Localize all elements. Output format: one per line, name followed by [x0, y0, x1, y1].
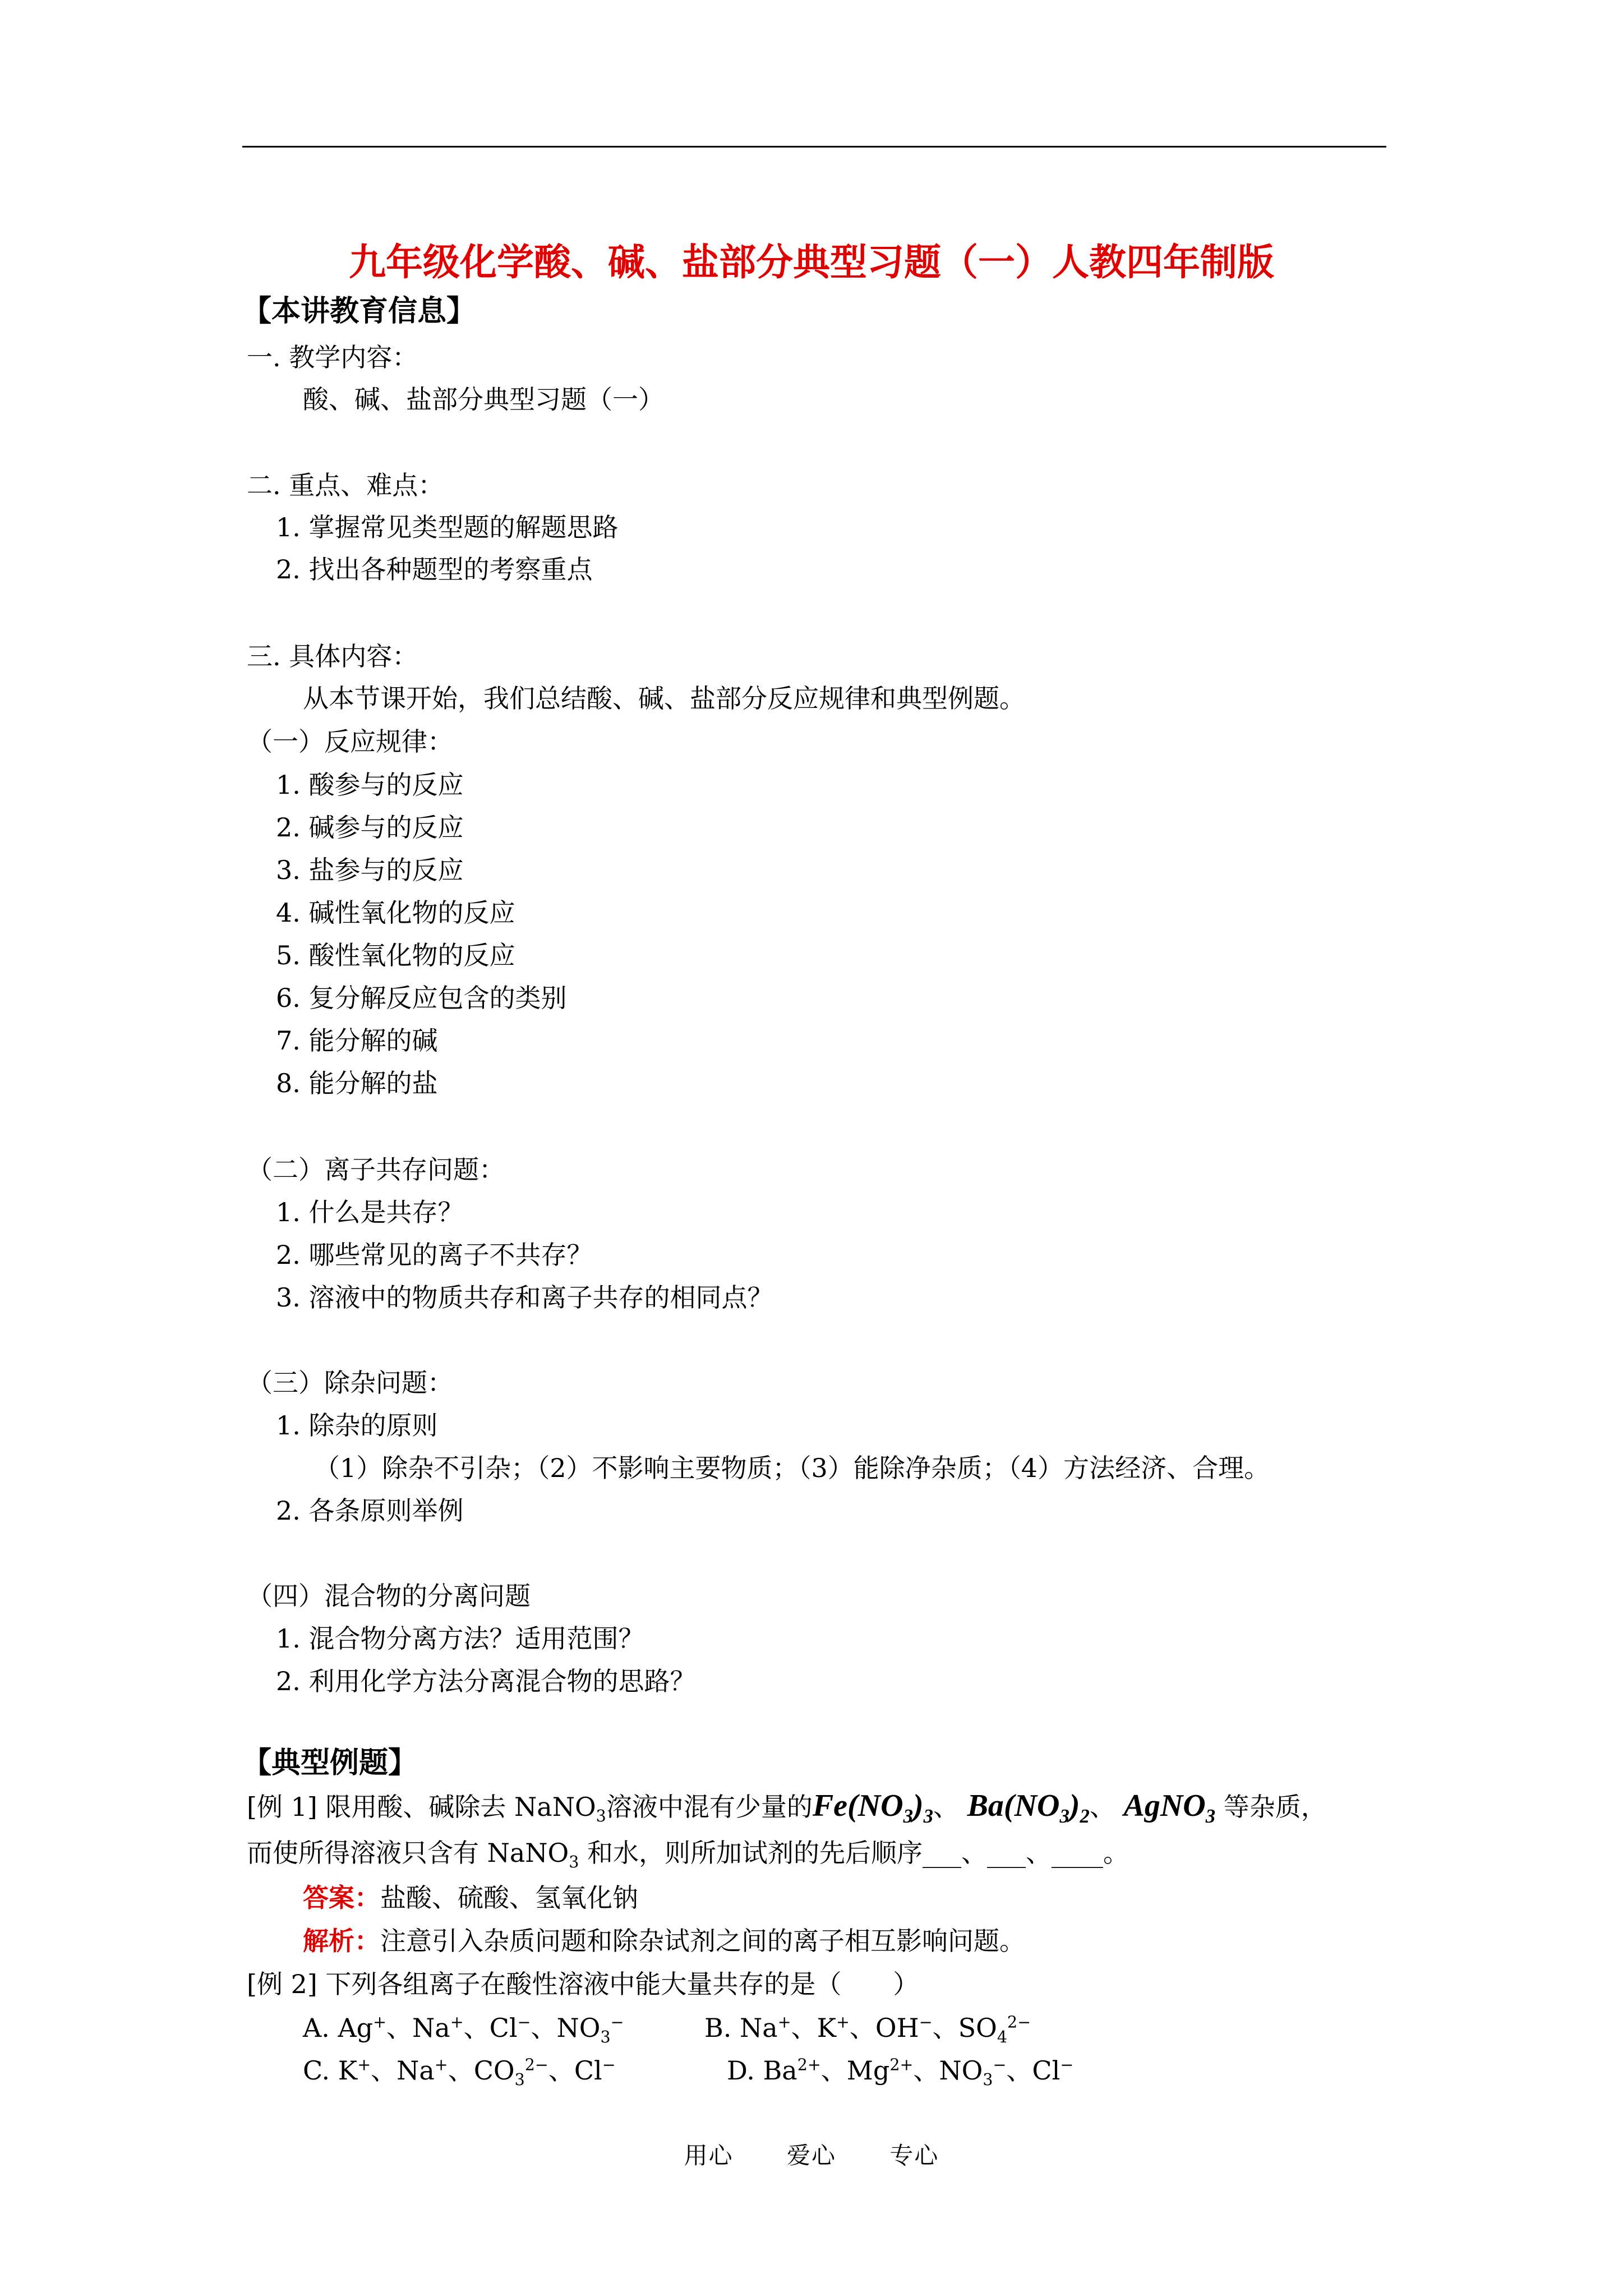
- sub3-principles: （1）除杂不引杂；（2）不影响主要物质；（3）能除净杂质；（4）方法经济、合理。: [314, 1453, 1270, 1483]
- formula-agno3: AgNO$_3$: [1123, 1788, 1216, 1828]
- s1-heading: 一. 教学内容：: [247, 342, 418, 372]
- sub1-item: 7. 能分解的碱: [276, 1025, 438, 1056]
- sub3-heading: （三）除杂问题：: [247, 1368, 453, 1398]
- formula-fe-no3-3: $Fe(NO_3)_3$: [812, 1788, 933, 1828]
- ex1-sep: 、: [1089, 1792, 1115, 1822]
- option-label: C.: [303, 2055, 330, 2086]
- sub1-item: 5. 酸性氧化物的反应: [276, 940, 515, 970]
- sub2-item: 1. 什么是共存？: [276, 1197, 464, 1227]
- page-footer: [0, 2137, 1623, 2171]
- ex1-text: 限用酸、碱除去 NaNO: [325, 1792, 596, 1822]
- sub1-item: 3. 盐参与的反应: [276, 855, 464, 885]
- ex2-label: [例 2]: [247, 1969, 317, 1999]
- ex1-label: [例 1]: [247, 1792, 317, 1822]
- sub2-heading: （二）离子共存问题：: [247, 1154, 505, 1185]
- ex1-analysis: [303, 1921, 1025, 1961]
- footer-text: 专心: [889, 2142, 939, 2169]
- answer-label: 答案：: [303, 1883, 380, 1913]
- sub2-item: 2. 哪些常见的离子不共存？: [276, 1240, 593, 1270]
- analysis-text: 注意引入杂质问题和除杂试剂之间的离子相互影响问题。: [380, 1926, 1025, 1956]
- sub4-heading: （四）混合物的分离问题: [247, 1581, 531, 1611]
- ex2-question: [247, 1964, 919, 2004]
- ex2-option-d: D. $Ba^{2+}$、$Mg^{2+}$、$NO_3^-$、Cl−: [727, 2055, 1074, 2090]
- header-rule: [242, 146, 1386, 148]
- sub3-item: 2. 各条原则举例: [276, 1496, 464, 1526]
- answer-text: 盐酸、硫酸、氢氧化钠: [380, 1883, 638, 1913]
- sub4-item: 2. 利用化学方法分离混合物的思路？: [276, 1666, 696, 1696]
- formula-ba-no3-2: $Ba(NO_3)_2$: [967, 1788, 1090, 1828]
- ex1-text: 溶液中混有少量的: [606, 1792, 813, 1822]
- option-label: D.: [727, 2055, 755, 2086]
- s1-content: 酸、碱、盐部分典型习题（一）: [303, 384, 664, 415]
- sub1-heading: （一）反应规律：: [247, 726, 453, 757]
- analysis-label: 解析：: [303, 1926, 380, 1956]
- sub1-item: 2. 碱参与的反应: [276, 812, 464, 843]
- s2-heading: 二. 重点、难点：: [247, 470, 444, 500]
- s3-intro: 从本节课开始，我们总结酸、碱、盐部分反应规律和典型例题。: [303, 683, 1025, 714]
- sub1-item: 8. 能分解的盐: [276, 1068, 438, 1098]
- ex1-text: 和水，则所加试剂的先后顺序___、___、____。: [587, 1838, 1129, 1868]
- ex1-sep: 、: [933, 1792, 959, 1822]
- sub4-item: 1. 混合物分离方法？适用范围？: [276, 1623, 644, 1654]
- examples-heading: 【典型例题】: [242, 1746, 418, 1780]
- ex2-text: 下列各组离子在酸性溶液中能大量共存的是（ ）: [325, 1969, 919, 1999]
- option-label: A.: [303, 2013, 330, 2043]
- s2-item: 2. 找出各种题型的考察重点: [276, 554, 593, 585]
- ex2-option-b: B. Na+、K+、OH−、$SO_4^{2-}$: [704, 2013, 1031, 2047]
- page-title: 九年级化学酸、碱、盐部分典型习题（一）人教四年制版: [349, 240, 1274, 284]
- ex1-tail: 等杂质，: [1223, 1792, 1327, 1822]
- ex1-line2: 而使所得溶液只含有 NaNO$_3$ 和水，则所加试剂的先后顺序___、___、____。: [247, 1838, 1129, 1872]
- sub1-item: 6. 复分解反应包含的类别: [276, 983, 567, 1013]
- ex1-answer: [303, 1878, 638, 1917]
- footer-text: 用心: [684, 2142, 734, 2169]
- sub1-item: 4. 碱性氧化物的反应: [276, 898, 515, 928]
- ex1-line1: [例 1] 限用酸、碱除去 NaNO$_3$溶液中混有少量的$Fe(NO_3)_3$、 $Ba(NO_3)_2$、 AgNO$_3$ 等杂质，: [247, 1788, 1327, 1828]
- sub2-item: 3. 溶液中的物质共存和离子共存的相同点？: [276, 1282, 773, 1313]
- ex1-text: 而使所得溶液只含有 NaNO: [247, 1838, 569, 1868]
- sub1-item: 1. 酸参与的反应: [276, 770, 464, 800]
- ex2-option-a: A. Ag+、Na+、Cl−、$NO_3^-$: [303, 2013, 624, 2047]
- footer-text: 爱心: [786, 2142, 836, 2169]
- ex2-option-c: C. K+、Na+、$CO_3^{2-}$、Cl−: [303, 2055, 616, 2090]
- sub3-item: 1. 除杂的原则: [276, 1410, 438, 1441]
- s3-heading: 三. 具体内容：: [247, 641, 418, 671]
- info-heading: 【本讲教育信息】: [242, 294, 476, 328]
- s2-item: 1. 掌握常见类型题的解题思路: [276, 512, 619, 542]
- option-label: B.: [704, 2013, 732, 2043]
